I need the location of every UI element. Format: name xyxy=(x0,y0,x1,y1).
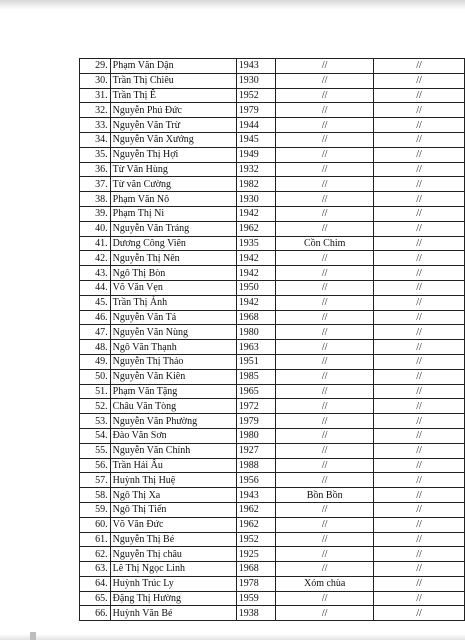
row-number-cell: 55. xyxy=(80,443,111,458)
row-number-cell: 65. xyxy=(80,591,111,606)
location-cell: // xyxy=(276,280,374,295)
table-row xyxy=(80,443,465,458)
person-name-cell: Phạm Thị Ni xyxy=(110,206,236,221)
table-row xyxy=(80,59,465,74)
person-name-cell: Phạm Văn Nô xyxy=(110,192,236,207)
location-cell: // xyxy=(276,384,374,399)
table-row xyxy=(80,280,465,295)
location-cell: // xyxy=(276,310,374,325)
table-row xyxy=(80,340,465,355)
table-row xyxy=(80,73,465,88)
birth-year-cell: 1988 xyxy=(236,458,276,473)
birth-year-cell: 1927 xyxy=(236,443,276,458)
table-row xyxy=(80,88,465,103)
row-number-cell: 54. xyxy=(80,428,111,443)
birth-year-cell: 1942 xyxy=(236,206,276,221)
location-cell: // xyxy=(276,591,374,606)
person-name-cell: Lê Thị Ngọc Linh xyxy=(110,562,236,577)
note-cell: // xyxy=(374,59,465,74)
note-cell: // xyxy=(374,428,465,443)
table-row xyxy=(80,576,465,591)
row-number-cell: 51. xyxy=(80,384,111,399)
table-row xyxy=(80,384,465,399)
note-cell: // xyxy=(374,488,465,503)
note-cell: // xyxy=(374,517,465,532)
person-name-cell: Đặng Thị Hường xyxy=(110,591,236,606)
birth-year-cell: 1950 xyxy=(236,280,276,295)
person-name-cell: Nguyễn Văn Kiên xyxy=(110,369,236,384)
person-name-cell: Nguyễn Thị Hợi xyxy=(110,147,236,162)
location-cell: // xyxy=(276,73,374,88)
note-cell: // xyxy=(374,591,465,606)
location-cell: // xyxy=(276,458,374,473)
birth-year-cell: 1930 xyxy=(236,73,276,88)
location-cell: // xyxy=(276,562,374,577)
birth-year-cell: 1935 xyxy=(236,236,276,251)
birth-year-cell: 1979 xyxy=(236,414,276,429)
table-row xyxy=(80,132,465,147)
location-cell: Bồn Bồn xyxy=(276,488,374,503)
row-number-cell: 45. xyxy=(80,295,111,310)
birth-year-cell: 1979 xyxy=(236,103,276,118)
table-row xyxy=(80,192,465,207)
location-cell: // xyxy=(276,354,374,369)
note-cell: // xyxy=(374,177,465,192)
row-number-cell: 38. xyxy=(80,192,111,207)
person-name-cell: Huỳnh Thị Huệ xyxy=(110,473,236,488)
birth-year-cell: 1952 xyxy=(236,532,276,547)
row-number-cell: 35. xyxy=(80,147,111,162)
location-cell: // xyxy=(276,606,374,621)
row-number-cell: 33. xyxy=(80,118,111,133)
location-cell: // xyxy=(276,206,374,221)
location-cell: // xyxy=(276,325,374,340)
table-row xyxy=(80,517,465,532)
birth-year-cell: 1985 xyxy=(236,369,276,384)
person-name-cell: Nguyễn Văn Chính xyxy=(110,443,236,458)
note-cell: // xyxy=(374,547,465,562)
birth-year-cell: 1972 xyxy=(236,399,276,414)
birth-year-cell: 1968 xyxy=(236,562,276,577)
birth-year-cell: 1938 xyxy=(236,606,276,621)
person-name-cell: Phạm Văn Dận xyxy=(110,59,236,74)
table-row xyxy=(80,562,465,577)
scan-top-shadow xyxy=(0,0,465,10)
person-name-cell: Đào Văn Sơn xyxy=(110,428,236,443)
row-number-cell: 62. xyxy=(80,547,111,562)
note-cell: // xyxy=(374,88,465,103)
table-row xyxy=(80,502,465,517)
note-cell: // xyxy=(374,236,465,251)
location-cell: // xyxy=(276,369,374,384)
note-cell: // xyxy=(374,414,465,429)
person-name-cell: Ngô Thị Tiến xyxy=(110,502,236,517)
person-name-cell: Trần Thị Ảnh xyxy=(110,295,236,310)
scan-bottom-shadow xyxy=(0,634,465,640)
person-name-cell: Nguyễn Văn Trừ xyxy=(110,118,236,133)
table-row xyxy=(80,221,465,236)
person-name-cell: Dương Công Viên xyxy=(110,236,236,251)
birth-year-cell: 1942 xyxy=(236,251,276,266)
row-number-cell: 56. xyxy=(80,458,111,473)
table-row xyxy=(80,251,465,266)
person-name-cell: Nguyễn Văn Xướng xyxy=(110,132,236,147)
location-cell: // xyxy=(276,103,374,118)
note-cell: // xyxy=(374,162,465,177)
birth-year-cell: 1925 xyxy=(236,547,276,562)
location-cell: // xyxy=(276,517,374,532)
birth-year-cell: 1932 xyxy=(236,162,276,177)
location-cell: Xóm chùa xyxy=(276,576,374,591)
table-row xyxy=(80,458,465,473)
location-cell: // xyxy=(276,251,374,266)
person-name-cell: Từ văn Cường xyxy=(110,177,236,192)
row-number-cell: 36. xyxy=(80,162,111,177)
birth-year-cell: 1942 xyxy=(236,295,276,310)
name-list-table xyxy=(79,58,465,621)
note-cell: // xyxy=(374,532,465,547)
row-number-cell: 29. xyxy=(80,59,111,74)
location-cell: // xyxy=(276,88,374,103)
note-cell: // xyxy=(374,340,465,355)
row-number-cell: 52. xyxy=(80,399,111,414)
note-cell: // xyxy=(374,562,465,577)
birth-year-cell: 1945 xyxy=(236,132,276,147)
note-cell: // xyxy=(374,458,465,473)
birth-year-cell: 1956 xyxy=(236,473,276,488)
birth-year-cell: 1962 xyxy=(236,502,276,517)
note-cell: // xyxy=(374,295,465,310)
birth-year-cell: 1965 xyxy=(236,384,276,399)
row-number-cell: 48. xyxy=(80,340,111,355)
table-row xyxy=(80,236,465,251)
birth-year-cell: 1962 xyxy=(236,221,276,236)
note-cell: // xyxy=(374,473,465,488)
row-number-cell: 50. xyxy=(80,369,111,384)
note-cell: // xyxy=(374,118,465,133)
person-name-cell: Châu Văn Tòng xyxy=(110,399,236,414)
person-name-cell: Nguyễn Văn Phường xyxy=(110,414,236,429)
name-list-body xyxy=(80,59,465,621)
person-name-cell: Trần Thị Ê xyxy=(110,88,236,103)
row-number-cell: 47. xyxy=(80,325,111,340)
table-row xyxy=(80,606,465,621)
location-cell: // xyxy=(276,414,374,429)
person-name-cell: Nguyễn Phú Đức xyxy=(110,103,236,118)
row-number-cell: 58. xyxy=(80,488,111,503)
row-number-cell: 57. xyxy=(80,473,111,488)
table-row xyxy=(80,325,465,340)
table-row xyxy=(80,547,465,562)
person-name-cell: Phạm Văn Tặng xyxy=(110,384,236,399)
row-number-cell: 64. xyxy=(80,576,111,591)
table-row xyxy=(80,147,465,162)
person-name-cell: Huỳnh Trúc Ly xyxy=(110,576,236,591)
note-cell: // xyxy=(374,369,465,384)
table-row xyxy=(80,532,465,547)
location-cell: // xyxy=(276,132,374,147)
location-cell: // xyxy=(276,473,374,488)
row-number-cell: 61. xyxy=(80,532,111,547)
location-cell: // xyxy=(276,428,374,443)
note-cell: // xyxy=(374,399,465,414)
row-number-cell: 49. xyxy=(80,354,111,369)
location-cell: // xyxy=(276,162,374,177)
location-cell: // xyxy=(276,547,374,562)
note-cell: // xyxy=(374,325,465,340)
birth-year-cell: 1962 xyxy=(236,517,276,532)
row-number-cell: 31. xyxy=(80,88,111,103)
birth-year-cell: 1968 xyxy=(236,310,276,325)
note-cell: // xyxy=(374,310,465,325)
person-name-cell: Nguyễn Thị Thảo xyxy=(110,354,236,369)
table-row xyxy=(80,591,465,606)
person-name-cell: Ngô Thị Xa xyxy=(110,488,236,503)
birth-year-cell: 1963 xyxy=(236,340,276,355)
note-cell: // xyxy=(374,206,465,221)
location-cell: // xyxy=(276,177,374,192)
table-row xyxy=(80,206,465,221)
row-number-cell: 43. xyxy=(80,266,111,281)
person-name-cell: Nguyễn Văn Tráng xyxy=(110,221,236,236)
birth-year-cell: 1944 xyxy=(236,118,276,133)
row-number-cell: 37. xyxy=(80,177,111,192)
note-cell: // xyxy=(374,147,465,162)
person-name-cell: Nguyễn Văn Tá xyxy=(110,310,236,325)
table-row xyxy=(80,295,465,310)
table-row xyxy=(80,399,465,414)
table-row xyxy=(80,428,465,443)
note-cell: // xyxy=(374,280,465,295)
table-row xyxy=(80,369,465,384)
note-cell: // xyxy=(374,576,465,591)
table-row xyxy=(80,118,465,133)
birth-year-cell: 1980 xyxy=(236,325,276,340)
location-cell: // xyxy=(276,266,374,281)
person-name-cell: Ngô Văn Thạnh xyxy=(110,340,236,355)
person-name-cell: Từ Văn Hùng xyxy=(110,162,236,177)
location-cell: // xyxy=(276,340,374,355)
person-name-cell: Võ Văn Đức xyxy=(110,517,236,532)
row-number-cell: 66. xyxy=(80,606,111,621)
row-number-cell: 32. xyxy=(80,103,111,118)
note-cell: // xyxy=(374,221,465,236)
location-cell: // xyxy=(276,502,374,517)
person-name-cell: Huỳnh Văn Bé xyxy=(110,606,236,621)
row-number-cell: 46. xyxy=(80,310,111,325)
note-cell: // xyxy=(374,73,465,88)
note-cell: // xyxy=(374,251,465,266)
row-number-cell: 40. xyxy=(80,221,111,236)
table-row xyxy=(80,310,465,325)
person-name-cell: Ngô Thị Bòn xyxy=(110,266,236,281)
row-number-cell: 53. xyxy=(80,414,111,429)
location-cell: // xyxy=(276,147,374,162)
table-row xyxy=(80,103,465,118)
row-number-cell: 34. xyxy=(80,132,111,147)
birth-year-cell: 1942 xyxy=(236,266,276,281)
row-number-cell: 41. xyxy=(80,236,111,251)
person-name-cell: Nguyễn Thị Bé xyxy=(110,532,236,547)
birth-year-cell: 1951 xyxy=(236,354,276,369)
location-cell: // xyxy=(276,443,374,458)
note-cell: // xyxy=(374,443,465,458)
location-cell: // xyxy=(276,192,374,207)
table-row xyxy=(80,414,465,429)
note-cell: // xyxy=(374,103,465,118)
location-cell: // xyxy=(276,295,374,310)
birth-year-cell: 1949 xyxy=(236,147,276,162)
location-cell: // xyxy=(276,532,374,547)
note-cell: // xyxy=(374,132,465,147)
birth-year-cell: 1980 xyxy=(236,428,276,443)
person-name-cell: Võ Văn Vẹn xyxy=(110,280,236,295)
birth-year-cell: 1952 xyxy=(236,88,276,103)
location-cell: // xyxy=(276,221,374,236)
scan-edge-mark xyxy=(30,632,36,640)
table-row xyxy=(80,162,465,177)
row-number-cell: 44. xyxy=(80,280,111,295)
table-row xyxy=(80,354,465,369)
birth-year-cell: 1943 xyxy=(236,488,276,503)
note-cell: // xyxy=(374,192,465,207)
note-cell: // xyxy=(374,502,465,517)
location-cell: // xyxy=(276,59,374,74)
note-cell: // xyxy=(374,384,465,399)
person-name-cell: Nguyễn Thị Nên xyxy=(110,251,236,266)
birth-year-cell: 1978 xyxy=(236,576,276,591)
location-cell: // xyxy=(276,118,374,133)
table-row xyxy=(80,488,465,503)
note-cell: // xyxy=(374,266,465,281)
table-row xyxy=(80,266,465,281)
table-row xyxy=(80,473,465,488)
birth-year-cell: 1959 xyxy=(236,591,276,606)
location-cell: Cồn Chim xyxy=(276,236,374,251)
birth-year-cell: 1982 xyxy=(236,177,276,192)
row-number-cell: 63. xyxy=(80,562,111,577)
person-name-cell: Nguyễn Văn Nùng xyxy=(110,325,236,340)
person-name-cell: Nguyễn Thị châu xyxy=(110,547,236,562)
table-row xyxy=(80,177,465,192)
note-cell: // xyxy=(374,354,465,369)
person-name-cell: Trần Thị Chiêu xyxy=(110,73,236,88)
row-number-cell: 39. xyxy=(80,206,111,221)
birth-year-cell: 1930 xyxy=(236,192,276,207)
row-number-cell: 60. xyxy=(80,517,111,532)
location-cell: // xyxy=(276,399,374,414)
birth-year-cell: 1943 xyxy=(236,59,276,74)
note-cell: // xyxy=(374,606,465,621)
row-number-cell: 59. xyxy=(80,502,111,517)
row-number-cell: 42. xyxy=(80,251,111,266)
person-name-cell: Trần Hải Âu xyxy=(110,458,236,473)
row-number-cell: 30. xyxy=(80,73,111,88)
